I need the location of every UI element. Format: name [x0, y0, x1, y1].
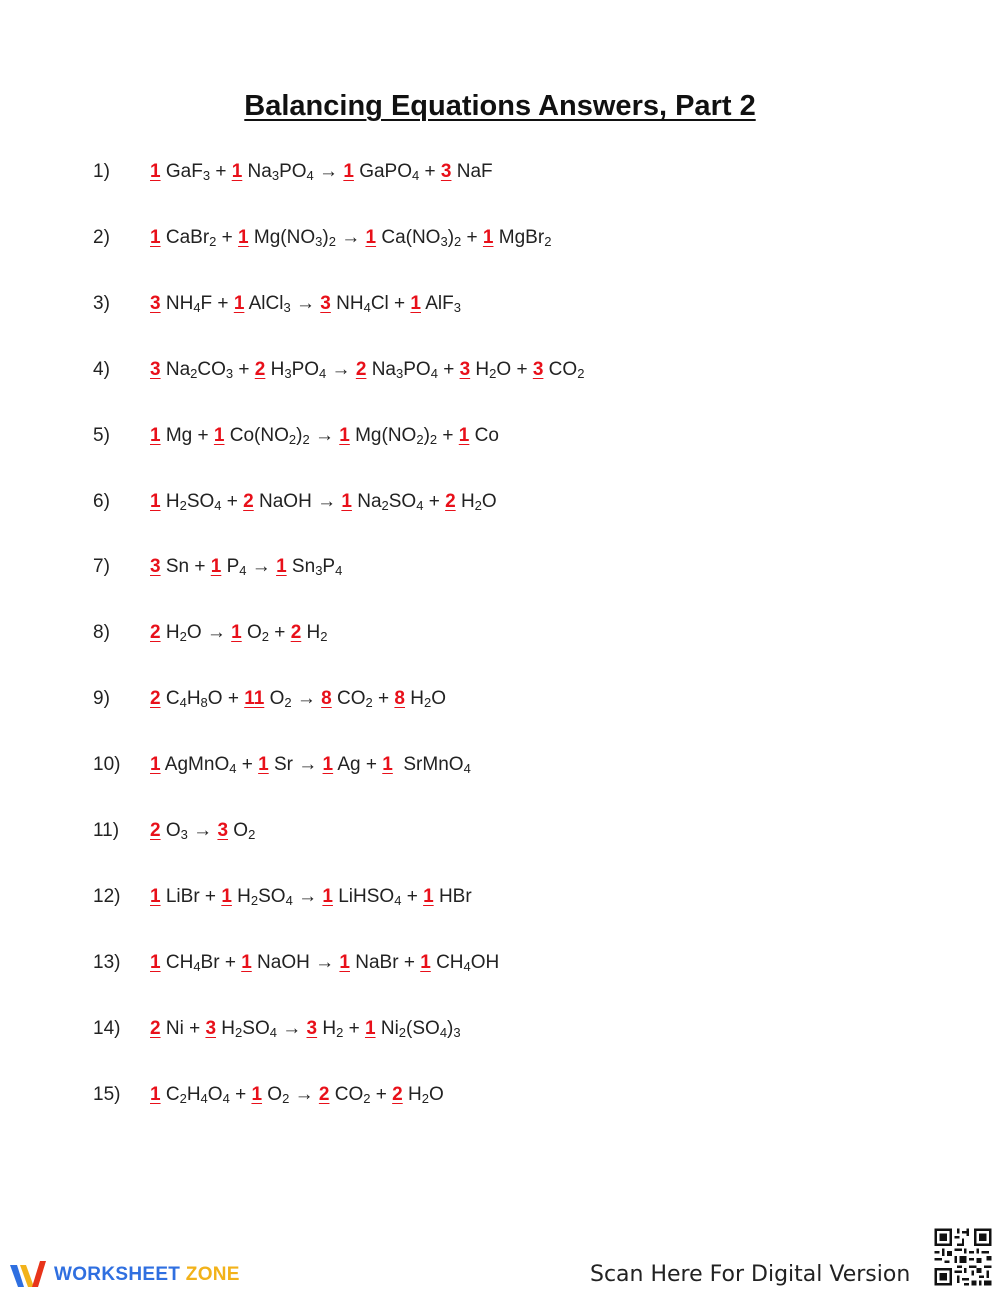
formula-text: PO [403, 358, 431, 380]
formula-text: → [289, 1083, 319, 1105]
formula-text: + [269, 622, 291, 644]
coefficient: 1 [276, 556, 287, 578]
formula-text: O + [207, 688, 245, 710]
coefficient: 3 [150, 358, 161, 380]
equation-row [0, 948, 1000, 978]
formula-text: O [431, 688, 447, 710]
formula-text: → [292, 885, 323, 907]
formula-text: SO [388, 490, 417, 512]
coefficient: 3 [440, 161, 452, 182]
formula-text: H [265, 358, 285, 380]
formula-text: PO [291, 358, 320, 380]
coefficient: 2 [254, 358, 266, 380]
subscript: 4 [319, 365, 327, 381]
equation-text [150, 552, 342, 582]
formula-text: + [437, 424, 459, 446]
formula-text: AlF [421, 292, 454, 314]
formula-text: Co(NO [224, 424, 289, 446]
coefficient: 1 [238, 226, 249, 248]
equation-number: 15) [93, 1083, 121, 1105]
formula-text: Ca(NO [376, 226, 441, 248]
formula-text: + [423, 490, 446, 512]
page-title: Balancing Equations Answers, Part 2 [244, 90, 756, 122]
formula-text: + [229, 1083, 252, 1105]
formula-text: ) [447, 1017, 454, 1039]
subscript: 2 [261, 629, 270, 645]
formula-text: Na [242, 161, 272, 182]
formula-text: Na [366, 358, 396, 380]
coefficient: 11 [244, 688, 265, 710]
equation-text [150, 1014, 461, 1044]
logo-word-zone: ZONE [185, 1264, 240, 1285]
formula-text: Mg(NO [349, 424, 417, 446]
formula-text: (SO [406, 1017, 440, 1039]
subscript: 2 [577, 365, 585, 381]
equation-number: 6) [93, 490, 110, 512]
coefficient: 3 [205, 1017, 217, 1039]
subscript: 2 [288, 431, 297, 447]
formula-text: + [210, 161, 232, 182]
subscript: 2 [363, 1090, 371, 1106]
formula-text: Na [160, 358, 191, 380]
equation-text [150, 289, 461, 319]
formula-text: LiBr + [160, 885, 222, 907]
subscript: 4 [394, 892, 402, 908]
coefficient: 1 [150, 490, 161, 512]
coefficient: 1 [150, 885, 161, 907]
formula-text: H [317, 1017, 337, 1039]
equation-text [150, 355, 584, 385]
formula-text: + [437, 358, 460, 380]
coefficient: 1 [150, 161, 161, 182]
formula-text: SO [186, 490, 215, 512]
coefficient: 8 [321, 688, 332, 710]
formula-text: + [233, 358, 255, 380]
subscript: 2 [365, 695, 373, 711]
formula-text: O [262, 1083, 283, 1105]
formula-text: LiHSO [332, 885, 395, 907]
subscript: 3 [271, 168, 280, 183]
formula-text: → [246, 556, 277, 578]
formula-text: O [207, 1083, 223, 1105]
coefficient: 1 [410, 292, 421, 314]
formula-text: → [276, 1017, 307, 1039]
coefficient: 1 [423, 885, 434, 907]
subscript: 2 [336, 1024, 344, 1040]
coefficient: 1 [251, 1083, 263, 1105]
formula-text: Br + [200, 951, 242, 973]
formula-text: NaOH → [253, 490, 342, 512]
equation-number: 11) [93, 820, 120, 841]
subscript: 4 [463, 761, 471, 777]
equation-text [150, 1080, 444, 1110]
subscript: 3 [396, 365, 404, 381]
formula-text: H [160, 490, 180, 512]
formula-text: H [186, 688, 201, 710]
coefficient: 2 [318, 1083, 330, 1105]
formula-text: + [370, 1083, 393, 1105]
equation-row [0, 487, 1000, 517]
coefficient: 1 [150, 226, 161, 248]
logo-word-worksheet: WORKSHEET [54, 1264, 181, 1285]
coefficient: 8 [394, 688, 405, 710]
coefficient: 1 [150, 1083, 161, 1105]
subscript: 8 [200, 695, 208, 711]
coefficient: 1 [231, 622, 242, 644]
equation-row [0, 618, 1000, 648]
subscript: 2 [474, 497, 482, 513]
coefficient: 3 [217, 820, 229, 841]
equation-text [150, 223, 551, 253]
formula-text: F + [200, 292, 234, 314]
equation-row [0, 355, 1000, 385]
formula-text: Co [469, 424, 499, 446]
formula-text: → [326, 358, 356, 380]
formula-text: ) [447, 226, 455, 248]
subscript: 2 [282, 1090, 290, 1106]
equation-row [0, 684, 1000, 714]
subscript: 3 [225, 365, 234, 381]
formula-text: H [216, 1017, 236, 1039]
equation-number: 9) [93, 688, 110, 710]
formula-text: O [241, 622, 262, 644]
equation-row [0, 882, 1000, 912]
formula-text: H [470, 358, 490, 380]
formula-text: Ni + [160, 1017, 206, 1039]
coefficient: 3 [532, 358, 544, 380]
coefficient: 2 [150, 1017, 161, 1039]
formula-text: MgBr [493, 226, 545, 248]
equation-number: 1) [93, 161, 110, 182]
formula-text: PO [279, 161, 307, 182]
formula-text: GaPO [353, 161, 412, 182]
equation-number: 2) [93, 226, 110, 248]
subscript: 2 [416, 431, 424, 447]
formula-text: O + [496, 358, 533, 380]
formula-text: H [455, 490, 475, 512]
equation-row [0, 750, 1000, 780]
subscript: 3 [202, 168, 211, 183]
coefficient: 1 [365, 226, 377, 248]
coefficient: 1 [322, 885, 333, 907]
logo-wordmark [54, 1264, 240, 1286]
coefficient: 1 [420, 951, 431, 973]
formula-text: → [313, 161, 344, 182]
formula-text: + [419, 161, 441, 182]
formula-text: CO [331, 688, 366, 710]
formula-text: AlCl [244, 292, 284, 314]
subscript: 4 [335, 563, 343, 579]
formula-text: Mg(NO [248, 226, 316, 248]
coefficient: 1 [458, 424, 470, 446]
coefficient: 1 [241, 951, 252, 973]
formula-text: Sr → [268, 754, 323, 776]
equation-number: 13) [93, 951, 121, 973]
subscript: 2 [179, 1090, 187, 1106]
subscript: 2 [381, 497, 389, 513]
formula-text: + [401, 885, 424, 907]
subscript: 4 [193, 958, 201, 974]
coefficient: 3 [150, 292, 161, 314]
coefficient: 1 [231, 161, 243, 182]
coefficient: 2 [150, 622, 161, 644]
formula-text: O [160, 820, 181, 841]
coefficient: 1 [382, 754, 393, 776]
subscript: 3 [440, 233, 448, 249]
coefficient: 1 [150, 424, 161, 446]
formula-text: NaBr + [349, 951, 421, 973]
equation-number: 3) [93, 292, 110, 314]
subscript: 4 [229, 761, 237, 777]
formula-text: O → [186, 622, 232, 644]
formula-text: + [372, 688, 395, 710]
subscript: 2 [248, 827, 256, 842]
formula-text: Sn + [160, 556, 211, 578]
equation-row [0, 223, 1000, 253]
subscript: 4 [430, 365, 438, 381]
equation-text [150, 816, 255, 846]
subscript: 4 [285, 892, 293, 908]
formula-text: ) [296, 424, 303, 446]
scan-here-text: Scan Here For Digital Version [590, 1262, 911, 1287]
formula-text: SO [242, 1017, 270, 1039]
equation-number: 8) [93, 622, 110, 644]
subscript: 4 [200, 1090, 208, 1106]
coefficient: 2 [290, 622, 302, 644]
formula-text: Mg + [160, 424, 214, 446]
equation-text [150, 618, 328, 648]
worksheetzone-logo[interactable] [8, 1255, 240, 1295]
formula-text: O [481, 490, 497, 512]
coefficient: 3 [320, 292, 331, 314]
formula-text: + [461, 226, 483, 248]
formula-text: ) [423, 424, 430, 446]
subscript: 4 [416, 497, 424, 513]
formula-text: + [216, 226, 239, 248]
formula-text: CO [197, 358, 226, 380]
equation-text [150, 684, 446, 714]
formula-text: + [343, 1017, 365, 1039]
subscript: 3 [284, 365, 292, 381]
coefficient: 2 [243, 490, 254, 512]
formula-text: SO [258, 885, 286, 907]
subscript: 2 [235, 1024, 243, 1040]
subscript: 2 [429, 431, 438, 447]
formula-text: → [291, 688, 322, 710]
subscript: 2 [250, 892, 259, 908]
equation-number: 5) [93, 424, 110, 446]
coefficient: 1 [339, 424, 350, 446]
formula-text: CH [160, 951, 194, 973]
subscript: 2 [209, 233, 217, 249]
equation-row [0, 421, 1000, 451]
formula-text: Ni [375, 1017, 399, 1039]
coefficient: 1 [150, 754, 161, 776]
formula-text: → [187, 820, 218, 841]
subscript: 2 [320, 629, 328, 645]
coefficient: 2 [445, 490, 456, 512]
subscript: 3 [315, 563, 323, 579]
coefficient: 1 [221, 885, 232, 907]
formula-text: → [309, 424, 340, 446]
formula-text: O [264, 688, 285, 710]
formula-text: + [236, 754, 259, 776]
subscript: 4 [363, 299, 371, 315]
subscript: 2 [489, 365, 497, 381]
subscript: 4 [222, 1090, 230, 1106]
formula-text: Na [351, 490, 382, 512]
coefficient: 1 [339, 951, 350, 973]
formula-text: → [335, 226, 366, 248]
subscript: 2 [398, 1024, 407, 1040]
formula-text: → [290, 292, 321, 314]
equation-text [150, 421, 499, 451]
formula-text: NaOH → [251, 951, 340, 973]
coefficient: 1 [322, 754, 334, 776]
worksheetzone-logo-icon [8, 1257, 48, 1293]
formula-text: H [301, 622, 321, 644]
formula-text: H [186, 1083, 201, 1105]
formula-text: Ag + [333, 754, 383, 776]
coefficient: 1 [213, 424, 225, 446]
formula-text: CO [329, 1083, 364, 1105]
formula-text: H [402, 1083, 422, 1105]
formula-text: OH [470, 951, 500, 973]
subscript: 4 [439, 1024, 448, 1040]
coefficient: 1 [233, 292, 245, 314]
formula-text: CO [543, 358, 578, 380]
subscript: 4 [214, 497, 222, 513]
equation-number: 7) [93, 556, 110, 578]
coefficient: 1 [341, 490, 352, 512]
coefficient: 1 [343, 161, 354, 182]
subscript: 4 [269, 1024, 277, 1040]
equation-text [150, 882, 472, 912]
subscript: 2 [179, 497, 187, 513]
formula-text: CH [430, 951, 464, 973]
formula-text: + [221, 490, 244, 512]
subscript: 3 [180, 827, 188, 842]
subscript: 4 [412, 168, 420, 183]
subscript: 4 [193, 299, 201, 315]
formula-text: Sn [286, 556, 316, 578]
equation-row [0, 1014, 1000, 1044]
equation-number: 14) [93, 1017, 121, 1039]
subscript: 4 [463, 958, 471, 974]
formula-text: O [228, 820, 249, 841]
coefficient: 2 [150, 820, 161, 841]
formula-text: HBr [433, 885, 472, 907]
subscript: 2 [284, 695, 292, 711]
subscript: 3 [315, 233, 323, 249]
formula-text: NaF [451, 161, 493, 182]
subscript: 2 [302, 431, 310, 447]
equation-number: 4) [93, 358, 110, 380]
coefficient: 1 [258, 754, 269, 776]
subscript: 3 [453, 1024, 461, 1040]
formula-text: C [160, 1083, 180, 1105]
equation-number: 10) [93, 754, 121, 776]
subscript: 3 [283, 299, 291, 315]
coefficient: 2 [355, 358, 367, 380]
equation-text [150, 948, 499, 978]
formula-text: ) [322, 226, 329, 248]
formula-text: AgMnO [160, 754, 230, 776]
equation-row [0, 816, 1000, 846]
subscript: 2 [179, 629, 187, 645]
equation-row [0, 552, 1000, 582]
subscript: 2 [544, 233, 552, 249]
subscript: 2 [424, 695, 432, 711]
equation-text [150, 487, 497, 517]
formula-text: P [221, 556, 240, 578]
coefficient: 1 [364, 1017, 376, 1039]
subscript: 2 [421, 1090, 429, 1106]
coefficient: 3 [459, 358, 471, 380]
formula-text: H [231, 885, 251, 907]
formula-text: H [160, 622, 180, 644]
coefficient: 2 [150, 688, 161, 710]
formula-text: SrMnO [392, 754, 464, 776]
subscript: 2 [328, 233, 336, 249]
formula-text: NH [160, 292, 194, 314]
formula-text: C [160, 688, 180, 710]
coefficient: 1 [210, 556, 222, 578]
subscript: 3 [453, 299, 461, 315]
equation-number: 12) [93, 885, 121, 907]
subscript: 4 [179, 695, 187, 711]
coefficient: 1 [150, 951, 161, 973]
formula-text: NH [330, 292, 364, 314]
subscript: 2 [454, 233, 462, 249]
coefficient: 2 [392, 1083, 403, 1105]
subscript: 2 [190, 365, 198, 381]
equation-text [150, 157, 493, 187]
coefficient: 1 [482, 226, 494, 248]
equation-row [0, 1080, 1000, 1110]
formula-text: CaBr [160, 226, 210, 248]
formula-text: O [428, 1083, 444, 1105]
formula-text: GaF [160, 161, 203, 182]
formula-text: Cl + [370, 292, 411, 314]
equation-row [0, 289, 1000, 319]
coefficient: 3 [306, 1017, 318, 1039]
equation-row [0, 157, 1000, 187]
subscript: 4 [306, 168, 314, 183]
formula-text: P [322, 556, 336, 578]
formula-text: H [405, 688, 424, 710]
equation-text [150, 750, 471, 780]
subscript: 4 [239, 563, 247, 579]
qr-code-icon[interactable] [932, 1226, 994, 1288]
coefficient: 3 [150, 556, 161, 578]
